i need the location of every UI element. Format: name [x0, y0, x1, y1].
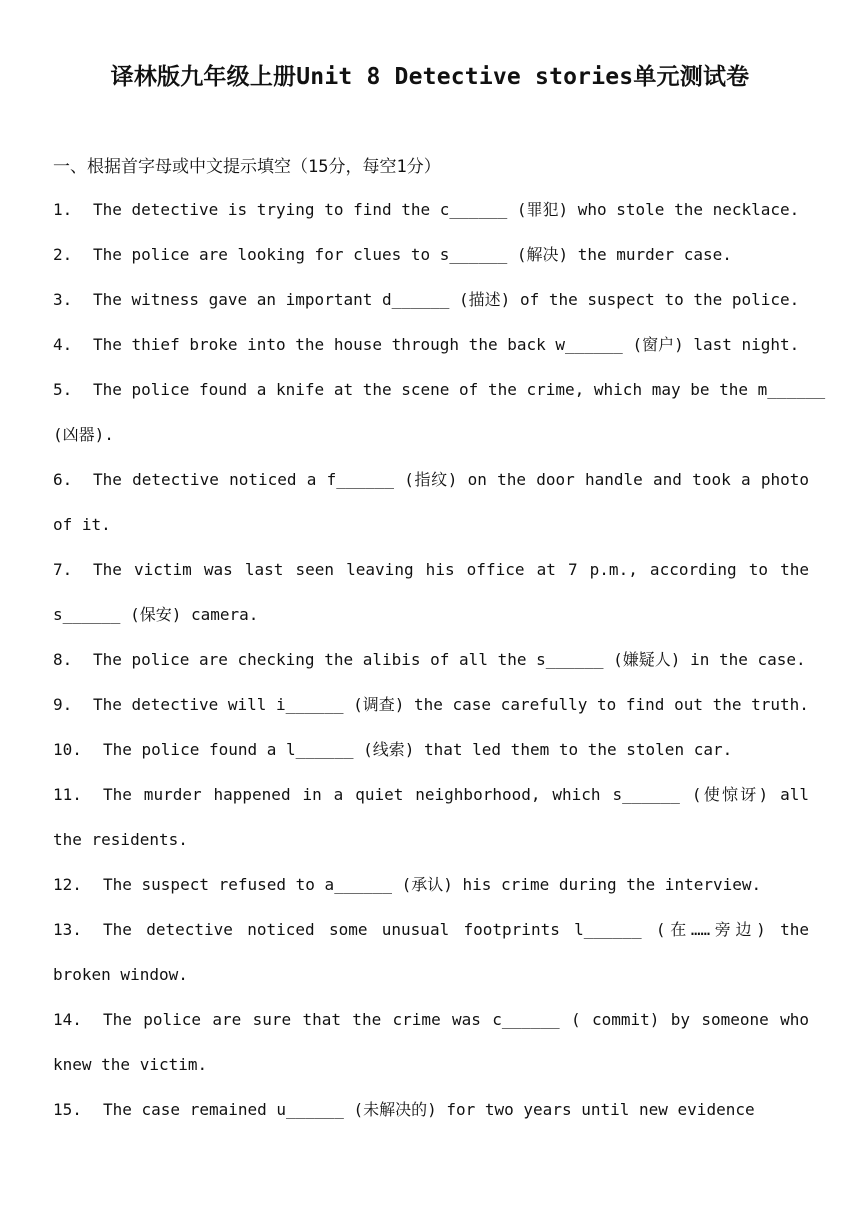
question-number: 3.	[53, 290, 73, 309]
question-number: 1.	[53, 200, 73, 219]
question-number: 4.	[53, 335, 73, 354]
question-text: The detective noticed some unusual footprints l______ (在……旁边) the	[103, 920, 809, 939]
question-text: broken window.	[53, 965, 188, 984]
question-line	[53, 333, 809, 357]
question-text: The detective will i______ (调查) the case carefully to find out the truth.	[93, 695, 809, 714]
question-line	[53, 558, 809, 582]
question-number: 9.	[53, 695, 73, 714]
question-line	[53, 288, 809, 312]
question-line	[53, 783, 809, 807]
question-number: 12.	[53, 875, 82, 894]
question-number: 14.	[53, 1010, 82, 1029]
question-text: The witness gave an important d______ (描述) of the suspect to the police.	[93, 290, 800, 309]
question-number: 8.	[53, 650, 73, 669]
question-text: The police are sure that the crime was c______ ( commit) by someone who	[103, 1010, 809, 1029]
question-continuation	[53, 513, 809, 537]
question-text: (凶器).	[53, 425, 114, 444]
question-line	[53, 693, 809, 717]
question-line	[53, 648, 809, 672]
page-title: 译林版九年级上册Unit 8 Detective stories单元测试卷	[110, 64, 750, 90]
question-number: 5.	[53, 380, 73, 399]
question-line	[53, 873, 809, 897]
question-line	[53, 243, 809, 267]
question-text: The suspect refused to a______ (承认) his crime during the interview.	[103, 875, 762, 894]
question-continuation	[53, 963, 809, 987]
question-continuation	[53, 828, 809, 852]
question-number: 11.	[53, 785, 82, 804]
question-text: The case remained u______ (未解决的) for two years until new evidence	[103, 1100, 755, 1119]
question-text: The police found a l______ (线索) that led them to the stolen car.	[103, 740, 733, 759]
section-heading: 一、根据首字母或中文提示填空（15分，每空1分）	[53, 157, 441, 177]
question-text: the residents.	[53, 830, 188, 849]
question-text: The police are looking for clues to s______ (解决) the murder case.	[93, 245, 732, 264]
question-continuation	[53, 603, 809, 627]
question-line	[53, 738, 809, 762]
question-line	[53, 378, 826, 402]
question-continuation	[53, 423, 809, 447]
question-line	[53, 468, 809, 492]
question-line	[53, 918, 809, 942]
question-text: The police found a knife at the scene of the crime, which may be the m______	[93, 380, 826, 399]
question-line	[53, 198, 809, 222]
question-number: 7.	[53, 560, 73, 579]
question-number: 10.	[53, 740, 82, 759]
question-text: The victim was last seen leaving his office at 7 p.m., according to the	[93, 560, 809, 579]
question-text: The murder happened in a quiet neighborhood, which s______ (使惊讶) all	[103, 785, 809, 804]
question-text: knew the victim.	[53, 1055, 208, 1074]
question-number: 13.	[53, 920, 82, 939]
question-text: The detective noticed a f______ (指纹) on the door handle and took a photo	[93, 470, 809, 489]
question-text: The detective is trying to find the c______ (罪犯) who stole the necklace.	[93, 200, 800, 219]
question-number: 15.	[53, 1100, 82, 1119]
question-text: of it.	[53, 515, 111, 534]
question-number: 6.	[53, 470, 73, 489]
question-continuation	[53, 1053, 809, 1077]
question-text: The thief broke into the house through the back w______ (窗户) last night.	[93, 335, 800, 354]
question-line	[53, 1098, 809, 1122]
question-text: The police are checking the alibis of all the s______ (嫌疑人) in the case.	[93, 650, 806, 669]
question-number: 2.	[53, 245, 73, 264]
question-text: s______ (保安) camera.	[53, 605, 259, 624]
question-line	[53, 1008, 809, 1032]
